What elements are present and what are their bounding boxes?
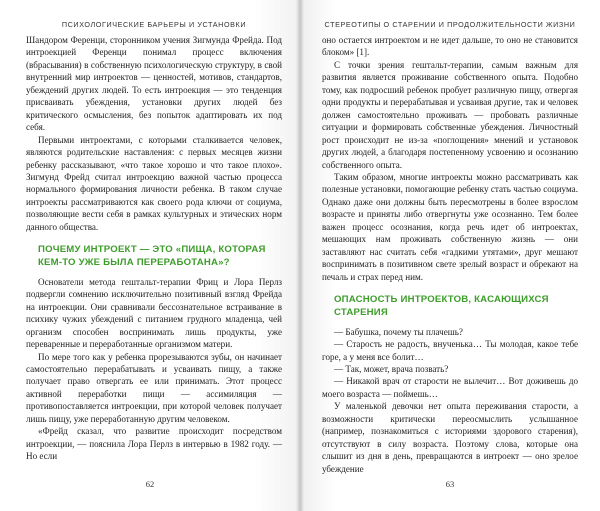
left-running-head: ПСИХОЛОГИЧЕСКИЕ БАРЬЕРЫ И УСТАНОВКИ bbox=[61, 20, 247, 29]
right-paragraph-1: оно остается интроектом и не идет дальше, то оно не становится блоком» [1]. bbox=[322, 35, 578, 58]
dialog-line: — Бабушка, почему ты плачешь? bbox=[334, 326, 463, 337]
left-body-text bbox=[26, 34, 282, 463]
dialog-line: — Так, может, врача позвать? bbox=[334, 364, 449, 375]
right-page bbox=[300, 0, 600, 511]
left-page-number: 62 bbox=[145, 479, 155, 489]
left-paragraph-5: «Фрейд сказал, что развитие происходит посредством интроекции, — пояснила Лора Перлз в интервью в 1982 году. — Но если bbox=[26, 426, 282, 462]
dialog-block bbox=[322, 326, 578, 401]
dialog-line: — Старость не радость, внученька… Ты молодая, какое тебе горе, а у меня все болит… bbox=[322, 339, 578, 362]
right-paragraph-2: С точки зрения гештальт-терапии, самым важным для развития является проживание собственного опыта. Подобно тому, как подросший ребенок пробует различную пищу, отвергая одни продукты и перерабатывая и усваивая другие, так и человек должен самостоятельно проживать — пробовать различные ситуации и формировать собственные убеждения. Личностный рост происходит не из-за «поглощения» мнений и установок других людей, а благодаря постепенному усвоению и осознанию собственного опыта. bbox=[322, 59, 578, 170]
right-body-text bbox=[322, 34, 578, 475]
right-paragraph-3: Таким образом, многие интроекты можно рассматривать как полезные установки, помогающие ребенку стать частью социума. Однако даже они должны быть пересмотрены в более взрослом возрасте и приняты либо отвергнуты уже осознанно. Тем более важен процесс осознания, когда речь идет об интроектах, мешающих нам проживать собственную жизнь — они заставляют нас считать себя «гадкими утятами», друг мешают воспринимать в позитивном свете зрелый возраст и обрекают на печаль и страх перед ним. bbox=[322, 171, 578, 282]
left-section-heading: ПОЧЕМУ ИНТРОЕКТ — ЭТО «ПИЩА, КОТОРАЯ КЕМ-ТО УЖЕ БЫЛА ПЕРЕРАБОТАНА»? bbox=[38, 244, 266, 269]
right-running-head: СТЕРЕОТИПЫ О СТАРЕНИИ И ПРОДОЛЖИТЕЛЬНОСТИ ЖИЗНИ bbox=[324, 20, 576, 29]
left-paragraph-1: Шандором Ференци, сторонником учения Зигмунда Фрейда. Под интроекцией Ференци понимал процесс включения (вбрасывания) в собственную психологическую структуру, в свой внутренний мир интроектов — ценностей, мотивов, стандартов, убеждений других людей. То есть интроекция — это тенденция присваивать убеждения, установки других людей без критического осмысления, без попыток адаптировать их под себя. bbox=[26, 35, 282, 133]
book-gutter-shadow bbox=[296, 0, 304, 511]
right-page-number: 63 bbox=[445, 479, 455, 489]
right-paragraph-4: У маленькой девочки нет опыта переживания старости, а возможности критически переосмыслить услышанное (например, познакомиться с историями здорового старения), отсутствуют в силу возраста. Поэтому слова, которые она слышит из дня в день, превращаются в интроект — оно зрелое убеждение bbox=[322, 401, 578, 474]
left-paragraph-3: Основатели метода гештальт-терапии Фриц и Лора Перлз подвергли сомнению исключительно позитивный взгляд Фрейда на интроекции. Они сравнивали бессознательное встраивание в психику чужих убеждений с питанием грудного младенца, чей организм способен воспринимать лишь продукты, уже переваренные и переработанные организмом матери. bbox=[26, 276, 282, 350]
right-section-heading: ОПАСНОСТЬ ИНТРОЕКТОВ, КАСАЮЩИХСЯ СТАРЕНИЯ bbox=[334, 294, 549, 318]
dialog-line: — Никакой врач от старости не вылечит… Вот доживешь до моего возраста — поймешь… bbox=[322, 376, 578, 399]
left-paragraph-2: Первыми интроектами, с которыми сталкивается человек, являются родительские наставления: с первых месяцев жизни ребенку рассказывают, «что такое хорошо и что такое плохо». Зигмунд Фрейд считал интроекцию важной частью процесса нормального формирования личности ребенка. В таком случае интроекты рассматриваются как своего рода ключи от социума, позволяющие вести себя в рамках культурных и этических норм данного общества. bbox=[26, 134, 282, 232]
left-paragraph-4: По мере того как у ребенка прорезываются зубы, он начинает самостоятельно перерабатывать и усваивать пищу, а также получает право отвергать ее или принимать. Этот процесс активной переработки пищи — ассимиляция — противопоставляется интроекции, при которой человек получает лишь пищу, уже переработанную другим человеком. bbox=[26, 351, 282, 424]
